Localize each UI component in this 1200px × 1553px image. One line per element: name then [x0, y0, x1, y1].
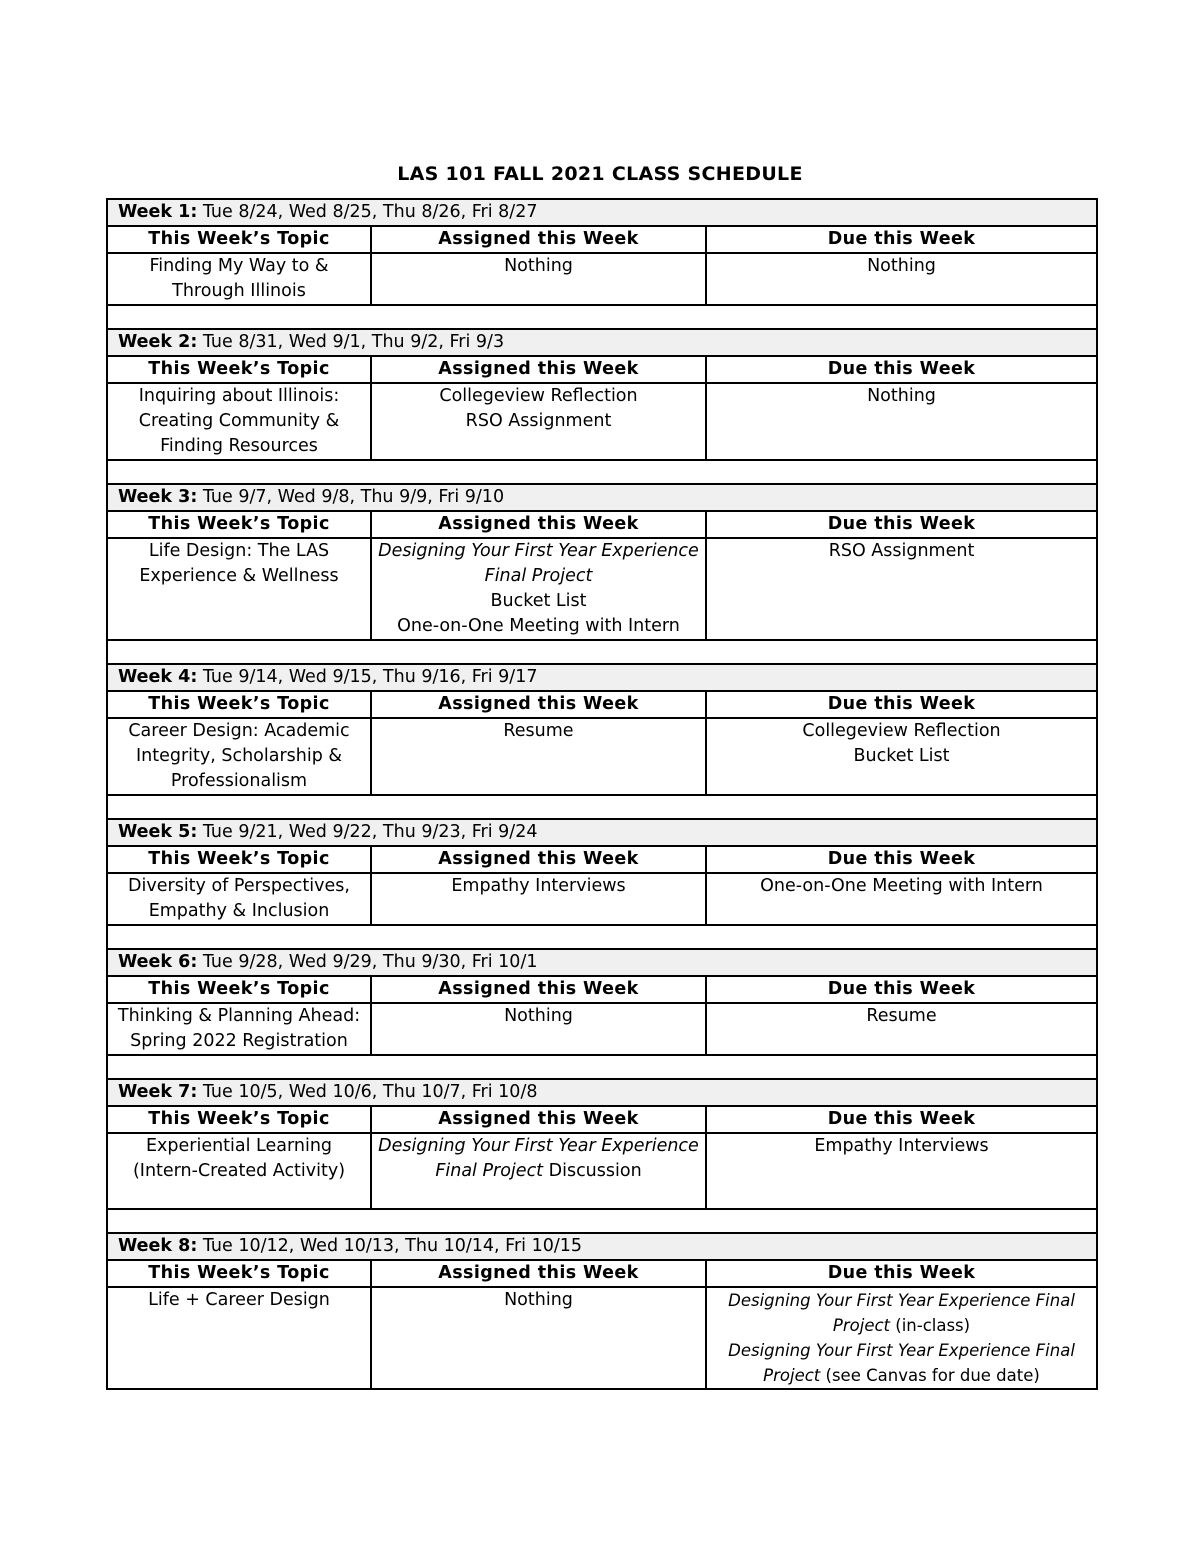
week-dates: Tue 9/28, Wed 9/29, Thu 9/30, Fri 10/1	[197, 952, 538, 972]
content-row	[107, 718, 1097, 795]
week-label: Week 6:	[118, 952, 198, 972]
content-row	[107, 1133, 1097, 1209]
due-line: RSO Assignment	[828, 541, 975, 561]
due-cell	[706, 873, 1097, 925]
topic-cell	[107, 718, 371, 795]
due-header: Due this Week	[706, 846, 1097, 873]
due-cell	[706, 253, 1097, 305]
due-header: Due this Week	[706, 356, 1097, 383]
topic-header: This Week’s Topic	[107, 226, 371, 253]
assigned-header: Assigned this Week	[371, 511, 706, 538]
spacer-row	[107, 795, 1097, 819]
week-label: Week 8:	[118, 1236, 198, 1256]
week-label: Week 4:	[118, 667, 198, 687]
assigned-header: Assigned this Week	[371, 356, 706, 383]
topic-line: Life Design: The LAS	[148, 541, 330, 561]
assigned-cell	[371, 873, 706, 925]
week-header-row	[107, 484, 1097, 511]
due-header: Due this Week	[706, 226, 1097, 253]
topic-line: Finding Resources	[160, 436, 318, 456]
assigned-line: Bucket List	[490, 591, 587, 611]
assigned-line: Designing Your First Year Experience	[378, 541, 699, 561]
topic-line: Inquiring about Illinois:	[138, 386, 340, 406]
due-cell	[706, 1133, 1097, 1209]
due-cell	[706, 383, 1097, 460]
week-header-row	[107, 1079, 1097, 1106]
topic-cell	[107, 1003, 371, 1055]
due-line: Designing Your First Year Experience Final	[728, 1341, 1075, 1360]
assigned-cell	[371, 1133, 706, 1209]
due-line: Nothing	[867, 256, 936, 276]
topic-line: Integrity, Scholarship &	[135, 746, 343, 766]
due-line: Designing Your First Year Experience Final	[728, 1291, 1075, 1310]
page-title: LAS 101 FALL 2021 CLASS SCHEDULE	[397, 163, 803, 185]
assigned-line: One-on-One Meeting with Intern	[397, 616, 680, 636]
due-line: Empathy Interviews	[814, 1136, 989, 1156]
week-header	[107, 1233, 1097, 1260]
due-line: Collegeview Reflection	[802, 721, 1001, 741]
assigned-cell	[371, 383, 706, 460]
spacer-cell	[107, 1055, 1097, 1079]
due-line: Resume	[866, 1006, 937, 1026]
due-header: Due this Week	[706, 691, 1097, 718]
assigned-header: Assigned this Week	[371, 1106, 706, 1133]
assigned-line: Nothing	[504, 1290, 573, 1310]
due-header: Due this Week	[706, 976, 1097, 1003]
content-row	[107, 1003, 1097, 1055]
spacer-row	[107, 1209, 1097, 1233]
spacer-cell	[107, 460, 1097, 484]
assigned-line: Collegeview Reflection	[439, 386, 638, 406]
assigned-header: Assigned this Week	[371, 1260, 706, 1287]
spacer-cell	[107, 1209, 1097, 1233]
week-dates: Tue 8/31, Wed 9/1, Thu 9/2, Fri 9/3	[197, 332, 505, 352]
week-label: Week 2:	[118, 332, 198, 352]
topic-header: This Week’s Topic	[107, 1260, 371, 1287]
topic-header: This Week’s Topic	[107, 356, 371, 383]
assigned-cell	[371, 1003, 706, 1055]
week-dates: Tue 9/7, Wed 9/8, Thu 9/9, Fri 9/10	[197, 487, 505, 507]
due-italic-text: Project	[763, 1366, 821, 1385]
topic-line: Professionalism	[170, 771, 308, 791]
topic-line: Creating Community &	[138, 411, 340, 431]
topic-header: This Week’s Topic	[107, 1106, 371, 1133]
topic-line: (Intern-Created Activity)	[132, 1161, 346, 1181]
week-dates: Tue 10/5, Wed 10/6, Thu 10/7, Fri 10/8	[197, 1082, 538, 1102]
due-line	[711, 1313, 1092, 1338]
week-header-row	[107, 949, 1097, 976]
week-dates: Tue 10/12, Wed 10/13, Thu 10/14, Fri 10/15	[197, 1236, 583, 1256]
column-header-row	[107, 846, 1097, 873]
spacer-row	[107, 925, 1097, 949]
assigned-italic-text: Final Project	[435, 1161, 544, 1181]
topic-line: Empathy & Inclusion	[148, 901, 330, 921]
spacer-cell	[107, 305, 1097, 329]
spacer-cell	[107, 640, 1097, 664]
column-header-row	[107, 1260, 1097, 1287]
topic-header: This Week’s Topic	[107, 691, 371, 718]
topic-line: Career Design: Academic	[128, 721, 350, 741]
content-row	[107, 873, 1097, 925]
due-plain-text: (in-class)	[890, 1316, 971, 1335]
content-row	[107, 253, 1097, 305]
week-header	[107, 484, 1097, 511]
assigned-cell	[371, 1287, 706, 1389]
column-header-row	[107, 691, 1097, 718]
assigned-line	[376, 1159, 701, 1184]
topic-line: Finding My Way to &	[149, 256, 329, 276]
due-cell	[706, 718, 1097, 795]
spacer-row	[107, 1055, 1097, 1079]
content-row	[107, 538, 1097, 640]
spacer-cell	[107, 795, 1097, 819]
week-header	[107, 199, 1097, 226]
week-label: Week 1:	[118, 202, 198, 222]
week-dates: Tue 9/21, Wed 9/22, Thu 9/23, Fri 9/24	[197, 822, 538, 842]
column-header-row	[107, 976, 1097, 1003]
week-header-row	[107, 1233, 1097, 1260]
week-header-row	[107, 329, 1097, 356]
assigned-line: Designing Your First Year Experience	[378, 1136, 699, 1156]
assigned-line: Resume	[503, 721, 574, 741]
assigned-cell	[371, 253, 706, 305]
topic-line: Spring 2022 Registration	[130, 1031, 348, 1051]
due-header: Due this Week	[706, 1260, 1097, 1287]
topic-cell	[107, 1133, 371, 1209]
week-header-row	[107, 819, 1097, 846]
assigned-header: Assigned this Week	[371, 226, 706, 253]
due-header: Due this Week	[706, 511, 1097, 538]
assigned-header: Assigned this Week	[371, 691, 706, 718]
due-plain-text: (see Canvas for due date)	[820, 1366, 1040, 1385]
assigned-line: Nothing	[504, 256, 573, 276]
due-line	[711, 1363, 1092, 1388]
assigned-cell	[371, 538, 706, 640]
due-line: Bucket List	[853, 746, 950, 766]
topic-cell	[107, 538, 371, 640]
week-header-row	[107, 664, 1097, 691]
spacer-row	[107, 640, 1097, 664]
assigned-cell	[371, 718, 706, 795]
topic-line: Life + Career Design	[148, 1290, 330, 1310]
due-cell	[706, 1003, 1097, 1055]
topic-cell	[107, 873, 371, 925]
week-header	[107, 329, 1097, 356]
spacer-cell	[107, 925, 1097, 949]
due-italic-text: Project	[832, 1316, 891, 1335]
topic-line: Thinking & Planning Ahead:	[117, 1006, 361, 1026]
week-label: Week 5:	[118, 822, 198, 842]
assigned-line: Nothing	[504, 1006, 573, 1026]
column-header-row	[107, 356, 1097, 383]
topic-line: Experience & Wellness	[139, 566, 339, 586]
content-row	[107, 383, 1097, 460]
week-header	[107, 819, 1097, 846]
week-header	[107, 949, 1097, 976]
assigned-line: Final Project	[484, 566, 593, 586]
topic-header: This Week’s Topic	[107, 511, 371, 538]
content-row	[107, 1287, 1097, 1389]
due-cell	[706, 1287, 1097, 1389]
topic-cell	[107, 253, 371, 305]
topic-line: Through Illinois	[172, 281, 306, 301]
week-dates: Tue 9/14, Wed 9/15, Thu 9/16, Fri 9/17	[197, 667, 538, 687]
schedule-table	[106, 198, 1098, 1390]
spacer-row	[107, 305, 1097, 329]
assigned-line: RSO Assignment	[465, 411, 612, 431]
column-header-row	[107, 1106, 1097, 1133]
week-header	[107, 664, 1097, 691]
topic-line: Experiential Learning	[145, 1136, 333, 1156]
week-header-row	[107, 199, 1097, 226]
topic-header: This Week’s Topic	[107, 846, 371, 873]
column-header-row	[107, 226, 1097, 253]
topic-line: Diversity of Perspectives,	[128, 876, 350, 896]
assigned-header: Assigned this Week	[371, 846, 706, 873]
topic-cell	[107, 383, 371, 460]
due-line: Nothing	[867, 386, 936, 406]
due-line: One-on-One Meeting with Intern	[760, 876, 1043, 896]
assigned-plain-text: Discussion	[543, 1161, 642, 1181]
week-label: Week 7:	[118, 1082, 198, 1102]
due-header: Due this Week	[706, 1106, 1097, 1133]
assigned-line: Empathy Interviews	[451, 876, 626, 896]
week-header	[107, 1079, 1097, 1106]
assigned-header: Assigned this Week	[371, 976, 706, 1003]
topic-header: This Week’s Topic	[107, 976, 371, 1003]
week-label: Week 3:	[118, 487, 198, 507]
week-dates: Tue 8/24, Wed 8/25, Thu 8/26, Fri 8/27	[197, 202, 538, 222]
due-cell	[706, 538, 1097, 640]
topic-cell	[107, 1287, 371, 1389]
spacer-row	[107, 460, 1097, 484]
column-header-row	[107, 511, 1097, 538]
